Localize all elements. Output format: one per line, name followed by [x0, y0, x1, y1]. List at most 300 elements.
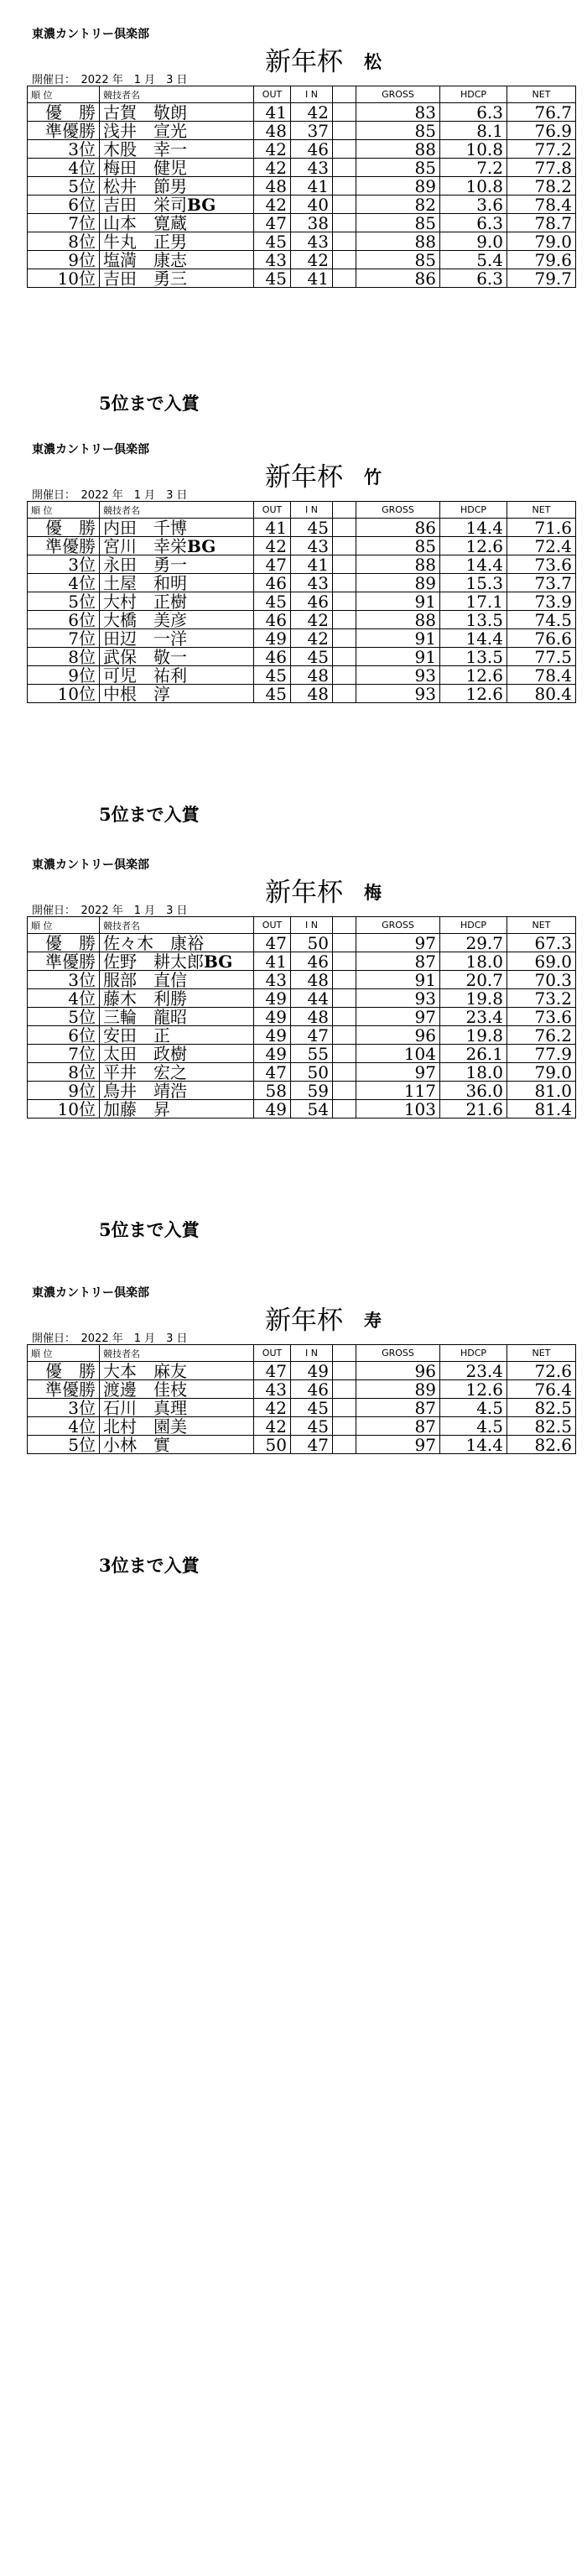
player-name-cell — [100, 1082, 254, 1100]
table-row — [28, 1100, 576, 1119]
player-name: 大村 正樹 — [103, 592, 187, 611]
gross-score: 104 — [356, 1045, 440, 1063]
net-score: 77.9 — [507, 1045, 576, 1063]
in-score: 48 — [291, 971, 333, 989]
table-header-row — [28, 86, 576, 103]
net-score: 78.4 — [507, 666, 576, 685]
hdcp-value: 18.0 — [440, 1063, 507, 1082]
prize-note: 3位まで入賞 — [99, 1555, 200, 1576]
hdcp-value: 14.4 — [440, 555, 507, 574]
table-row — [28, 251, 576, 269]
player-name-cell — [100, 555, 254, 574]
player-name-cell — [100, 519, 254, 537]
blank-cell — [333, 934, 356, 952]
in-score: 45 — [291, 1417, 333, 1436]
competition-title: 新年杯 — [265, 878, 343, 908]
rank-cell: 10位 — [28, 685, 100, 703]
player-name-cell — [100, 232, 254, 251]
hdcp-value: 4.5 — [440, 1399, 507, 1417]
gross-score: 85 — [356, 251, 440, 269]
player-name-cell — [100, 1399, 254, 1417]
blank-cell — [333, 1362, 356, 1380]
in-score: 48 — [291, 666, 333, 685]
table-row — [28, 1082, 576, 1100]
out-score: 41 — [254, 519, 291, 537]
blank-cell — [333, 592, 356, 611]
player-name: 中根 淳 — [103, 684, 170, 703]
results-table — [27, 501, 576, 703]
gross-score: 88 — [356, 140, 440, 159]
player-name-cell — [100, 214, 254, 232]
rank-cell: 4位 — [28, 1417, 100, 1436]
gross-score: 86 — [356, 519, 440, 537]
gross-score: 96 — [356, 1362, 440, 1380]
header-out: OUT — [254, 1345, 291, 1362]
best-gross-mark: BG — [187, 536, 216, 555]
table-row — [28, 592, 576, 611]
header-net: NET — [507, 917, 576, 934]
gross-score: 97 — [356, 934, 440, 952]
rank-cell: 4位 — [28, 159, 100, 177]
player-name-cell — [100, 140, 254, 159]
in-score: 37 — [291, 122, 333, 140]
in-score: 45 — [291, 1399, 333, 1417]
gross-score: 117 — [356, 1082, 440, 1100]
hdcp-value: 36.0 — [440, 1082, 507, 1100]
in-score: 43 — [291, 159, 333, 177]
player-name-cell — [100, 611, 254, 629]
header-name: 競技者名 — [100, 86, 254, 103]
player-name: 田辺 一洋 — [103, 628, 187, 648]
hdcp-value: 26.1 — [440, 1045, 507, 1063]
header-name: 競技者名 — [100, 502, 254, 519]
blank-cell — [333, 648, 356, 666]
player-name: 藤木 利勝 — [103, 988, 187, 1008]
blank-cell — [333, 1436, 356, 1454]
net-score: 79.6 — [507, 251, 576, 269]
table-row — [28, 611, 576, 629]
header-net: NET — [507, 86, 576, 103]
table-row — [28, 159, 576, 177]
table-row — [28, 629, 576, 648]
player-name-cell — [100, 1436, 254, 1454]
blank-cell — [333, 269, 356, 288]
table-row — [28, 952, 576, 971]
header-net: NET — [507, 502, 576, 519]
header-out: OUT — [254, 86, 291, 103]
player-name-cell — [100, 685, 254, 703]
gross-score: 87 — [356, 952, 440, 971]
table-row — [28, 1008, 576, 1026]
gross-score: 96 — [356, 1026, 440, 1045]
header-hdcp: HDCP — [440, 917, 507, 934]
hdcp-value: 5.4 — [440, 251, 507, 269]
out-score: 45 — [254, 592, 291, 611]
net-score: 82.6 — [507, 1436, 576, 1454]
out-score: 42 — [254, 1399, 291, 1417]
net-score: 77.8 — [507, 159, 576, 177]
gross-score: 86 — [356, 269, 440, 288]
player-name-cell — [100, 196, 254, 214]
hdcp-value: 20.7 — [440, 971, 507, 989]
gross-score: 97 — [356, 1436, 440, 1454]
table-row — [28, 519, 576, 537]
rank-cell: 準優勝 — [28, 952, 100, 971]
gross-score: 87 — [356, 1399, 440, 1417]
gross-score: 93 — [356, 989, 440, 1008]
rank-cell: 3位 — [28, 1399, 100, 1417]
table-row — [28, 666, 576, 685]
net-score: 82.5 — [507, 1417, 576, 1436]
rank-cell: 優 勝 — [28, 934, 100, 952]
hdcp-value: 10.8 — [440, 140, 507, 159]
header-out: OUT — [254, 502, 291, 519]
in-score: 46 — [291, 592, 333, 611]
hdcp-value: 13.5 — [440, 648, 507, 666]
hdcp-value: 14.4 — [440, 1436, 507, 1454]
player-name-cell — [100, 537, 254, 555]
table-row — [28, 1045, 576, 1063]
blank-cell — [333, 1045, 356, 1063]
table-row — [28, 934, 576, 952]
out-score: 43 — [254, 251, 291, 269]
net-score: 73.9 — [507, 592, 576, 611]
out-score: 49 — [254, 1100, 291, 1119]
net-score: 82.5 — [507, 1399, 576, 1417]
hdcp-value: 12.6 — [440, 537, 507, 555]
player-name: 木股 幸一 — [103, 139, 187, 159]
net-score: 73.6 — [507, 555, 576, 574]
blank-cell — [333, 122, 356, 140]
header-rank: 順 位 — [28, 502, 100, 519]
out-score: 45 — [254, 666, 291, 685]
in-score: 38 — [291, 214, 333, 232]
rank-cell: 5位 — [28, 1008, 100, 1026]
club-name: 東濃カントリー倶楽部 — [32, 443, 149, 456]
rank-cell: 5位 — [28, 1436, 100, 1454]
gross-score: 93 — [356, 666, 440, 685]
table-row — [28, 177, 576, 196]
table-row — [28, 1417, 576, 1436]
blank-cell — [333, 519, 356, 537]
hdcp-value: 6.3 — [440, 269, 507, 288]
net-score: 78.2 — [507, 177, 576, 196]
rank-cell: 9位 — [28, 1082, 100, 1100]
player-name-cell — [100, 159, 254, 177]
gross-score: 91 — [356, 629, 440, 648]
competition-title: 新年杯 — [265, 1306, 343, 1336]
hdcp-value: 14.4 — [440, 629, 507, 648]
player-name: 小林 實 — [103, 1435, 170, 1454]
results-table — [27, 86, 576, 288]
hdcp-value: 21.6 — [440, 1100, 507, 1119]
player-name: 可児 祐利 — [103, 665, 187, 685]
header-in: I N — [291, 502, 333, 519]
hdcp-value: 15.3 — [440, 574, 507, 592]
out-score: 41 — [254, 952, 291, 971]
player-name-cell — [100, 251, 254, 269]
competition-title: 新年杯 — [265, 47, 343, 77]
out-score: 45 — [254, 269, 291, 288]
event-date: 開催日： 2022 年 1 月 3 日 — [32, 1332, 188, 1345]
header-net: NET — [507, 1345, 576, 1362]
rank-cell: 4位 — [28, 989, 100, 1008]
player-name-cell — [100, 1380, 254, 1399]
net-score: 77.2 — [507, 140, 576, 159]
header-out: OUT — [254, 917, 291, 934]
blank-cell — [333, 214, 356, 232]
hdcp-value: 18.0 — [440, 952, 507, 971]
prize-note: 5位まで入賞 — [99, 804, 200, 825]
prize-note: 5位まで入賞 — [99, 393, 200, 414]
net-score: 79.7 — [507, 269, 576, 288]
blank-cell — [333, 1380, 356, 1399]
out-score: 47 — [254, 1063, 291, 1082]
gross-score: 89 — [356, 574, 440, 592]
out-score: 45 — [254, 685, 291, 703]
blank-cell — [333, 574, 356, 592]
player-name-cell — [100, 934, 254, 952]
in-score: 42 — [291, 251, 333, 269]
hdcp-value: 7.2 — [440, 159, 507, 177]
net-score: 74.5 — [507, 611, 576, 629]
player-name: 永田 勇一 — [103, 555, 187, 574]
out-score: 49 — [254, 1008, 291, 1026]
results-section — [0, 25, 587, 424]
player-name: 石川 真理 — [103, 1398, 187, 1417]
player-name: 塩満 康志 — [103, 250, 187, 269]
player-name: 平井 宏之 — [103, 1062, 187, 1082]
net-score: 76.6 — [507, 629, 576, 648]
header-gross: GROSS — [356, 1345, 440, 1362]
division-name: 松 — [364, 51, 382, 72]
competition-title: 新年杯 — [265, 462, 343, 493]
results-section — [0, 1284, 587, 1586]
player-name: 牛丸 正男 — [103, 232, 187, 251]
in-score: 46 — [291, 1380, 333, 1399]
player-name: 大橋 美彦 — [103, 610, 187, 629]
table-row — [28, 1063, 576, 1082]
hdcp-value: 19.8 — [440, 1026, 507, 1045]
rank-cell: 6位 — [28, 196, 100, 214]
in-score: 47 — [291, 1026, 333, 1045]
hdcp-value: 23.4 — [440, 1008, 507, 1026]
net-score: 80.4 — [507, 685, 576, 703]
gross-score: 89 — [356, 1380, 440, 1399]
hdcp-value: 29.7 — [440, 934, 507, 952]
header-in: I N — [291, 86, 333, 103]
table-row — [28, 1436, 576, 1454]
rank-cell: 10位 — [28, 1100, 100, 1119]
rank-cell: 3位 — [28, 140, 100, 159]
division-name: 梅 — [364, 882, 382, 903]
player-name-cell — [100, 629, 254, 648]
table-row — [28, 648, 576, 666]
hdcp-value: 6.3 — [440, 214, 507, 232]
in-score: 47 — [291, 1436, 333, 1454]
rank-cell: 6位 — [28, 1026, 100, 1045]
out-score: 47 — [254, 555, 291, 574]
gross-score: 85 — [356, 537, 440, 555]
header-spacer — [333, 917, 356, 934]
player-name-cell — [100, 1362, 254, 1380]
player-name: 梅田 健児 — [103, 158, 187, 177]
blank-cell — [333, 1063, 356, 1082]
net-score: 76.4 — [507, 1380, 576, 1399]
results-section — [0, 441, 587, 835]
hdcp-value: 14.4 — [440, 519, 507, 537]
gross-score: 85 — [356, 122, 440, 140]
event-date: 開催日： 2022 年 1 月 3 日 — [32, 74, 188, 86]
gross-score: 89 — [356, 177, 440, 196]
table-row — [28, 1362, 576, 1380]
header-name: 競技者名 — [100, 917, 254, 934]
in-score: 42 — [291, 611, 333, 629]
rank-cell: 9位 — [28, 251, 100, 269]
blank-cell — [333, 611, 356, 629]
hdcp-value: 6.3 — [440, 103, 507, 122]
out-score: 47 — [254, 1362, 291, 1380]
hdcp-value: 8.1 — [440, 122, 507, 140]
gross-score: 103 — [356, 1100, 440, 1119]
player-name-cell — [100, 648, 254, 666]
gross-score: 91 — [356, 971, 440, 989]
gross-score: 91 — [356, 592, 440, 611]
hdcp-value: 23.4 — [440, 1362, 507, 1380]
event-date: 開催日： 2022 年 1 月 3 日 — [32, 489, 188, 502]
hdcp-value: 12.6 — [440, 685, 507, 703]
blank-cell — [333, 555, 356, 574]
player-name: 古賀 敬朗 — [103, 102, 187, 122]
in-score: 46 — [291, 952, 333, 971]
net-score: 72.6 — [507, 1362, 576, 1380]
player-name: 土屋 和明 — [103, 573, 187, 592]
blank-cell — [333, 1417, 356, 1436]
player-name: 吉田 栄司 — [103, 195, 187, 214]
header-hdcp: HDCP — [440, 502, 507, 519]
out-score: 48 — [254, 122, 291, 140]
player-name: 大本 麻友 — [103, 1361, 187, 1380]
rank-cell: 優 勝 — [28, 103, 100, 122]
gross-score: 91 — [356, 648, 440, 666]
net-score: 73.7 — [507, 574, 576, 592]
player-name: 加藤 昇 — [103, 1099, 170, 1119]
table-row — [28, 140, 576, 159]
gross-score: 82 — [356, 196, 440, 214]
rank-cell: 準優勝 — [28, 537, 100, 555]
blank-cell — [333, 1100, 356, 1119]
rank-cell: 5位 — [28, 177, 100, 196]
out-score: 49 — [254, 1045, 291, 1063]
player-name: 武保 敬一 — [103, 647, 187, 666]
out-score: 49 — [254, 1026, 291, 1045]
out-score: 45 — [254, 232, 291, 251]
club-name: 東濃カントリー倶楽部 — [32, 1286, 149, 1300]
hdcp-value: 17.1 — [440, 592, 507, 611]
net-score: 67.3 — [507, 934, 576, 952]
in-score: 48 — [291, 1008, 333, 1026]
player-name-cell — [100, 592, 254, 611]
header-hdcp: HDCP — [440, 86, 507, 103]
hdcp-value: 13.5 — [440, 611, 507, 629]
results-table — [27, 1344, 576, 1454]
header-in: I N — [291, 1345, 333, 1362]
net-score: 76.9 — [507, 122, 576, 140]
player-name: 太田 政樹 — [103, 1044, 187, 1063]
hdcp-value: 12.6 — [440, 1380, 507, 1399]
in-score: 43 — [291, 537, 333, 555]
blank-cell — [333, 537, 356, 555]
out-score: 41 — [254, 103, 291, 122]
blank-cell — [333, 140, 356, 159]
blank-cell — [333, 666, 356, 685]
table-row — [28, 214, 576, 232]
results-table — [27, 916, 576, 1119]
table-row — [28, 269, 576, 288]
table-row — [28, 1026, 576, 1045]
out-score: 49 — [254, 989, 291, 1008]
net-score: 71.6 — [507, 519, 576, 537]
out-score: 46 — [254, 648, 291, 666]
header-spacer — [333, 1345, 356, 1362]
hdcp-value: 4.5 — [440, 1417, 507, 1436]
rank-cell: 9位 — [28, 666, 100, 685]
out-score: 42 — [254, 159, 291, 177]
table-row — [28, 196, 576, 214]
header-spacer — [333, 502, 356, 519]
net-score: 72.4 — [507, 537, 576, 555]
header-gross: GROSS — [356, 917, 440, 934]
net-score: 76.7 — [507, 103, 576, 122]
blank-cell — [333, 1026, 356, 1045]
rank-cell: 3位 — [28, 555, 100, 574]
table-row — [28, 555, 576, 574]
table-header-row — [28, 1345, 576, 1362]
player-name: 内田 千博 — [103, 518, 187, 537]
in-score: 41 — [291, 269, 333, 288]
blank-cell — [333, 971, 356, 989]
player-name-cell — [100, 1026, 254, 1045]
in-score: 43 — [291, 232, 333, 251]
in-score: 43 — [291, 574, 333, 592]
in-score: 41 — [291, 555, 333, 574]
out-score: 43 — [254, 971, 291, 989]
rank-cell: 10位 — [28, 269, 100, 288]
player-name-cell — [100, 574, 254, 592]
table-header-row — [28, 502, 576, 519]
rank-cell: 3位 — [28, 971, 100, 989]
gross-score: 88 — [356, 555, 440, 574]
out-score: 42 — [254, 1417, 291, 1436]
out-score: 47 — [254, 934, 291, 952]
header-gross: GROSS — [356, 502, 440, 519]
in-score: 54 — [291, 1100, 333, 1119]
table-row — [28, 122, 576, 140]
player-name: 服部 直信 — [103, 970, 187, 989]
in-score: 45 — [291, 519, 333, 537]
net-score: 73.6 — [507, 1008, 576, 1026]
rank-cell: 優 勝 — [28, 519, 100, 537]
blank-cell — [333, 251, 356, 269]
hdcp-value: 12.6 — [440, 666, 507, 685]
player-name: 鳥井 靖浩 — [103, 1081, 187, 1100]
in-score: 55 — [291, 1045, 333, 1063]
in-score: 42 — [291, 629, 333, 648]
out-score: 50 — [254, 1436, 291, 1454]
blank-cell — [333, 685, 356, 703]
results-section — [0, 856, 587, 1250]
in-score: 41 — [291, 177, 333, 196]
